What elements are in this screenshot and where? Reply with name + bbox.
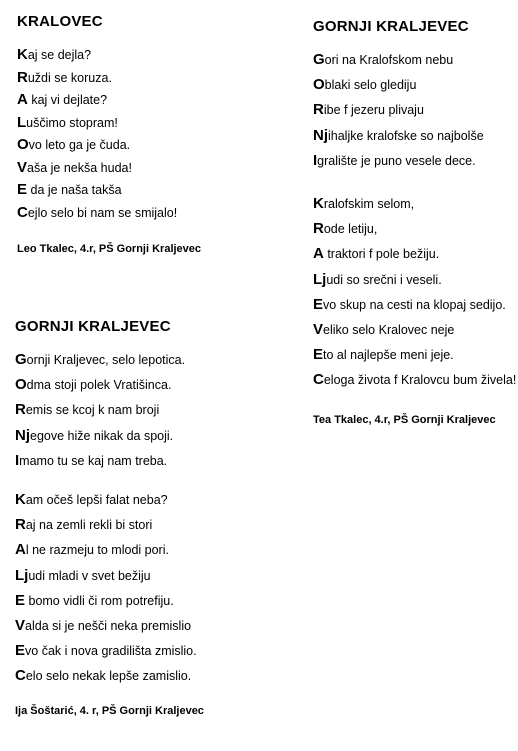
poem-line: [15, 563, 204, 588]
poem-line: [15, 663, 204, 688]
line-text: ralofskim selom,: [323, 196, 415, 211]
acrostic-initial: E: [15, 642, 26, 660]
poem-stanza: [313, 47, 516, 173]
acrostic-initial: L: [17, 113, 27, 131]
acrostic-initial: K: [15, 490, 26, 508]
line-text: am očeš lepši falat neba?: [25, 492, 168, 507]
line-text: to al najlepše meni jeje.: [323, 348, 454, 363]
acrostic-initial: O: [15, 376, 27, 394]
acrostic-initial: E: [15, 591, 26, 609]
poem-line: [313, 216, 516, 241]
line-text: eloga života f Kralovcu bum živela!: [323, 373, 517, 388]
poem-line: [15, 537, 204, 562]
line-text: da je naša takša: [27, 183, 122, 197]
stanza-gap: [313, 173, 516, 191]
poem-line: [15, 512, 204, 537]
poem-line: [17, 134, 201, 157]
poem-stanza: [17, 44, 201, 224]
acrostic-initial: G: [15, 351, 27, 368]
poem-author: Leo Tkalec, 4.r, PŠ Gornji Kraljevec: [17, 243, 202, 255]
poem-line: [15, 588, 204, 613]
line-text: egove hiže nikak da spoji.: [30, 428, 174, 443]
line-text: vo leto ga je čuda.: [28, 138, 131, 152]
poem-line: [15, 372, 204, 397]
line-text: l ne razmeju to mlodi pori.: [25, 543, 169, 558]
poem-line: [15, 613, 204, 638]
poem-line: [15, 448, 204, 473]
line-text: aj na zemli rekli bi stori: [25, 518, 153, 533]
poem-stanza: [15, 347, 204, 473]
acrostic-initial: R: [313, 220, 324, 238]
poem-line: [313, 367, 516, 392]
poem-line: [15, 638, 204, 663]
line-text: uščimo stopram!: [26, 115, 118, 130]
line-text: gralište je puno vesele dece.: [317, 153, 476, 168]
poem-author: Ija Šoštarić, 4. r, PŠ Gornji Kraljevec: [15, 705, 204, 718]
poem-line: [313, 148, 516, 173]
line-text: eliko selo Kralovec neje: [323, 322, 455, 337]
line-text: ornji Kraljevec, selo lepotica.: [26, 353, 186, 367]
line-text: vo skup na cesti na klopaj sedijo.: [323, 297, 506, 312]
acrostic-initial: A: [15, 541, 26, 559]
line-text: ejlo selo bi nam se smijalo!: [27, 205, 178, 220]
poem-stanza: [15, 487, 204, 689]
line-text: ori na Kralofskom nebu: [324, 53, 454, 67]
acrostic-initial: C: [17, 203, 28, 221]
acrostic-initial: C: [313, 371, 324, 389]
poem-gornji-kraljevec-left: [15, 318, 204, 717]
acrostic-initial: C: [15, 667, 26, 685]
line-text: emis se kcoj k nam broji: [25, 403, 160, 418]
poem-line: [15, 487, 204, 512]
acrostic-initial: V: [17, 158, 28, 176]
line-text: dma stoji polek Vratišinca.: [26, 378, 172, 393]
line-text: kaj vi dejlate?: [27, 93, 108, 107]
line-text: alda si je nešči neka premislio: [25, 618, 192, 633]
poem-line: [17, 67, 201, 90]
line-text: aša je nekša huda!: [27, 160, 132, 175]
poem-title: GORNJI KRALJEVEC: [313, 18, 469, 35]
acrostic-initial: K: [17, 46, 28, 63]
acrostic-initial: K: [313, 194, 324, 212]
acrostic-initial: E: [313, 346, 324, 364]
poem-line: [313, 241, 516, 266]
acrostic-initial: E: [313, 295, 324, 313]
acrostic-initial: I: [15, 451, 20, 469]
line-text: udi mladi v svet bežiju: [28, 568, 151, 583]
acrostic-initial: O: [17, 136, 29, 153]
poem-line: [17, 44, 201, 67]
acrostic-initial: A: [313, 245, 324, 263]
poem-line: [15, 397, 204, 422]
poem-author: Tea Tkalec, 4.r, PŠ Gornji Kraljevec: [313, 414, 496, 427]
acrostic-initial: R: [15, 516, 26, 534]
acrostic-initial: O: [313, 76, 325, 94]
line-text: elo selo nekak lepše zamislio.: [25, 669, 192, 684]
poem-line: [313, 72, 516, 97]
poem-kralovec: [17, 13, 201, 255]
line-text: udi so srečni i veseli.: [326, 272, 442, 287]
poem-title: KRALOVEC: [17, 13, 103, 30]
poem-line: [313, 123, 516, 148]
acrostic-initial: Lj: [313, 270, 327, 288]
line-text: bomo vidli či rom potrefiju.: [25, 593, 174, 608]
poem-title: GORNJI KRALJEVEC: [15, 318, 171, 335]
acrostic-initial: G: [313, 51, 325, 68]
acrostic-initial: R: [15, 401, 26, 419]
poem-line: [17, 112, 201, 135]
poem-gornji-kraljevec-right: [313, 18, 516, 426]
acrostic-initial: R: [313, 101, 324, 119]
line-text: ihaljke kralofske so najbolše: [328, 128, 484, 143]
line-text: ode letiju,: [323, 222, 378, 237]
line-text: traktori f pole bežiju.: [323, 247, 440, 262]
poem-line: [15, 423, 204, 448]
acrostic-initial: E: [17, 181, 28, 198]
line-text: aj se dejla?: [27, 48, 92, 62]
acrostic-initial: Lj: [15, 566, 29, 584]
poem-line: [17, 202, 201, 225]
line-text: blaki selo glediju: [324, 78, 417, 93]
line-text: vo čak i nova gradilišta zmislio.: [25, 644, 197, 659]
acrostic-initial: V: [15, 616, 26, 634]
stanza-gap: [15, 473, 204, 487]
poem-line: [17, 179, 201, 202]
poem-line: [15, 347, 204, 372]
poem-line: [313, 267, 516, 292]
line-text: ibe f jezeru plivaju: [323, 103, 424, 118]
poem-line: [313, 47, 516, 72]
acrostic-initial: Nj: [313, 126, 328, 144]
line-text: uždi se koruza.: [27, 70, 112, 85]
poem-line: [313, 97, 516, 122]
acrostic-initial: V: [313, 320, 324, 338]
poem-line: [17, 157, 201, 180]
poem-stanza: [313, 191, 516, 393]
acrostic-initial: I: [313, 151, 318, 169]
acrostic-initial: R: [17, 68, 28, 86]
line-text: mamo tu se kaj nam treba.: [19, 453, 168, 468]
poem-line: [313, 317, 516, 342]
acrostic-initial: A: [17, 91, 28, 108]
poem-line: [313, 342, 516, 367]
poem-line: [313, 191, 516, 216]
poem-line: [17, 89, 201, 112]
poem-line: [313, 292, 516, 317]
acrostic-initial: Nj: [15, 426, 30, 444]
